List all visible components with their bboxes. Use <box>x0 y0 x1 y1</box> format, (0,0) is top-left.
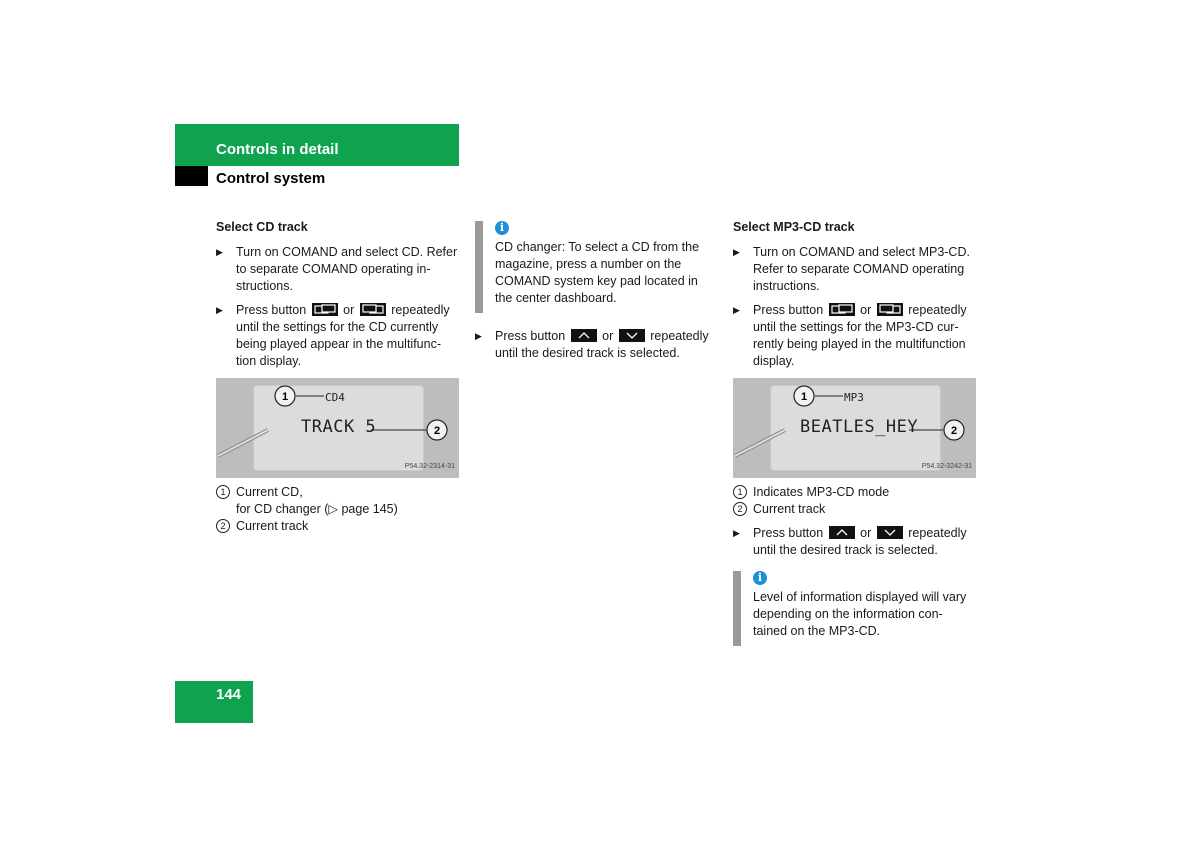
bullet-icon: ▶ <box>475 331 482 341</box>
bullet-icon: ▶ <box>216 305 223 315</box>
info-icon: i <box>495 221 509 235</box>
up-arrow-button-icon <box>829 526 855 539</box>
figure-reference: P54.32-3242-31 <box>921 463 972 470</box>
info-icon: i <box>753 571 767 585</box>
middle-info-box: i CD changer: To select a CD from the magazine, press a number on the COMAND system key pad located in the center dashboard. <box>475 221 718 313</box>
bullet-icon: ▶ <box>216 247 223 257</box>
section-title: Controls in detail <box>216 141 339 158</box>
right-step-2: ▶ Press button or repeatedly until the settings for the MP3-CD cur-rently being played in the multifunction display. <box>733 303 967 368</box>
svg-text:1: 1 <box>281 391 289 403</box>
right-step-1: ▶ Turn on COMAND and select MP3-CD. Refer to separate COMAND operating instructions. <box>733 245 970 293</box>
middle-step: ▶ Press button or repeatedly until the desired track is selected. <box>475 329 709 360</box>
display-track-label: BEATLES_HEY <box>800 417 919 437</box>
display-menu-right-icon <box>877 303 903 316</box>
subsection-marker <box>175 166 208 186</box>
bullet-icon: ▶ <box>733 247 740 257</box>
display-source-label: CD4 <box>325 391 345 404</box>
display-menu-left-icon <box>829 303 855 316</box>
cd-display-illustration <box>216 378 459 478</box>
bullet-icon: ▶ <box>733 305 740 315</box>
bullet-icon: ▶ <box>733 528 740 538</box>
page-number: 144 <box>216 686 242 703</box>
display-menu-right-icon <box>360 303 386 316</box>
display-menu-left-icon <box>312 303 338 316</box>
left-step-1: ▶ Turn on COMAND and select CD. Refer to separate COMAND operating in-structions. <box>216 245 458 293</box>
display-source-label: MP3 <box>844 391 864 404</box>
svg-text:2: 2 <box>950 425 958 437</box>
down-arrow-button-icon <box>619 329 645 342</box>
info-bar <box>475 221 483 313</box>
right-callout-1: 1 Indicates MP3-CD mode <box>733 484 976 501</box>
subsection-title: Control system <box>216 170 326 187</box>
middle-column <box>475 221 718 369</box>
info-bar <box>733 571 741 646</box>
up-arrow-button-icon <box>571 329 597 342</box>
figure-reference: P54.32-2314-31 <box>404 463 455 470</box>
right-column <box>733 219 976 646</box>
svg-text:1: 1 <box>800 391 808 403</box>
svg-text:2: 2 <box>433 425 441 437</box>
right-info-box: i Level of information displayed will vary depending on the information con-tained on the MP3-CD. <box>733 571 976 646</box>
down-arrow-button-icon <box>877 526 903 539</box>
right-heading: Select MP3-CD track <box>733 220 855 234</box>
left-step-2: ▶ Press button or repeatedly until the settings for the CD currently being played appear in the multifunc-tion display. <box>216 303 450 368</box>
display-track-label: TRACK 5 <box>301 417 377 437</box>
right-step-3: ▶ Press button or repeatedly until the desired track is selected. <box>733 526 967 557</box>
left-heading: Select CD track <box>216 220 308 234</box>
left-callout-1: 1 Current CD, for CD changer (▷ page 145) <box>216 484 459 518</box>
mp3-display-illustration <box>733 378 976 478</box>
page-number-box <box>175 681 253 723</box>
right-callout-2: 2 Current track <box>733 501 976 518</box>
left-column <box>216 219 459 535</box>
left-callout-2: 2 Current track <box>216 518 459 535</box>
